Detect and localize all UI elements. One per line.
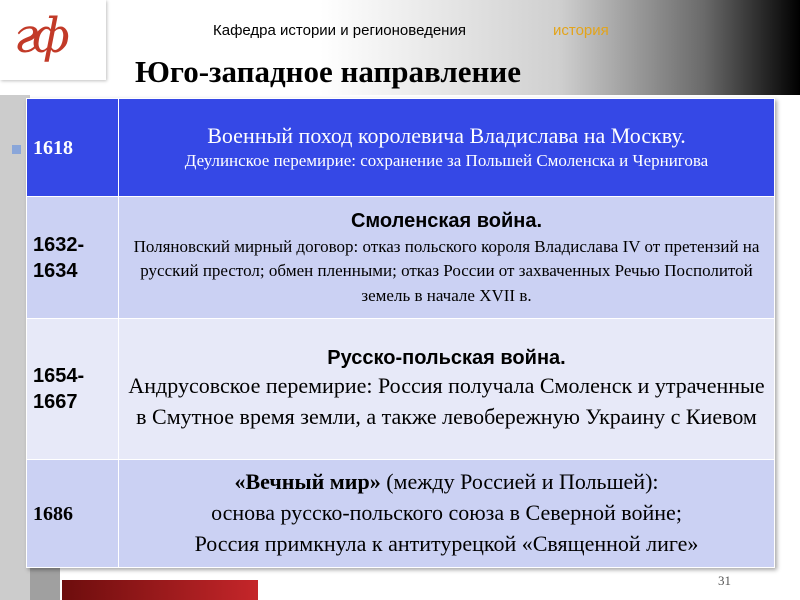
table-row bbox=[27, 197, 775, 319]
decorative-red-bar bbox=[62, 580, 258, 600]
page-number: 31 bbox=[718, 573, 731, 588]
table-row bbox=[27, 460, 775, 568]
event-heading: «Вечный мир» bbox=[234, 469, 381, 495]
event-heading: Русско-польская война. bbox=[327, 347, 566, 370]
logo bbox=[0, 0, 106, 80]
subject-label: история bbox=[553, 22, 609, 39]
description-cell bbox=[119, 460, 775, 568]
description-cell bbox=[119, 319, 775, 460]
square-bullet-icon bbox=[12, 145, 21, 154]
event-heading-suffix: (между Россией и Польшей): bbox=[380, 469, 659, 495]
year-cell: 1618 bbox=[27, 99, 119, 197]
table-row bbox=[27, 319, 775, 460]
event-text: Деулинское перемирие: сохранение за Польшей Смоленска и Чернигова bbox=[184, 151, 709, 171]
description-cell bbox=[119, 197, 775, 319]
events-table bbox=[26, 98, 775, 568]
event-heading-line bbox=[234, 469, 658, 494]
event-text: Поляновский мирный договор: отказ польского короля Владислава IV от претензий на русский престол; обмен пленными; отказ России от захваченных Речью Посполитой земель в начале XVII в. bbox=[133, 236, 760, 305]
year-start: 1632- bbox=[33, 233, 85, 256]
year-cell: 1686 bbox=[27, 460, 119, 568]
year-end: 1667 bbox=[33, 391, 78, 413]
slide-title: Юго-западное направление bbox=[135, 54, 522, 89]
event-text: основа русско-польского союза в Северной войне; bbox=[211, 500, 682, 526]
year-start: 1654- bbox=[33, 365, 85, 387]
year-cell bbox=[27, 319, 119, 460]
department-name: Кафедра истории и регионоведения bbox=[213, 22, 466, 39]
year-cell bbox=[27, 197, 119, 319]
description-cell bbox=[119, 99, 775, 197]
year-end: 1634 bbox=[33, 259, 78, 282]
event-text: Андрусовское перемирие: Россия получала Смоленск и утраченные в Смутное время земли, а также левобережную Украину с Киевом bbox=[128, 373, 765, 429]
event-heading: Смоленская война. bbox=[350, 209, 543, 232]
table-row bbox=[27, 99, 775, 197]
event-title: Военный поход королевича Владислава на Москву. bbox=[207, 122, 686, 148]
event-text: Россия примкнула к антитурецкой «Священной лиге» bbox=[194, 530, 699, 556]
logo-text: гф bbox=[14, 8, 64, 64]
